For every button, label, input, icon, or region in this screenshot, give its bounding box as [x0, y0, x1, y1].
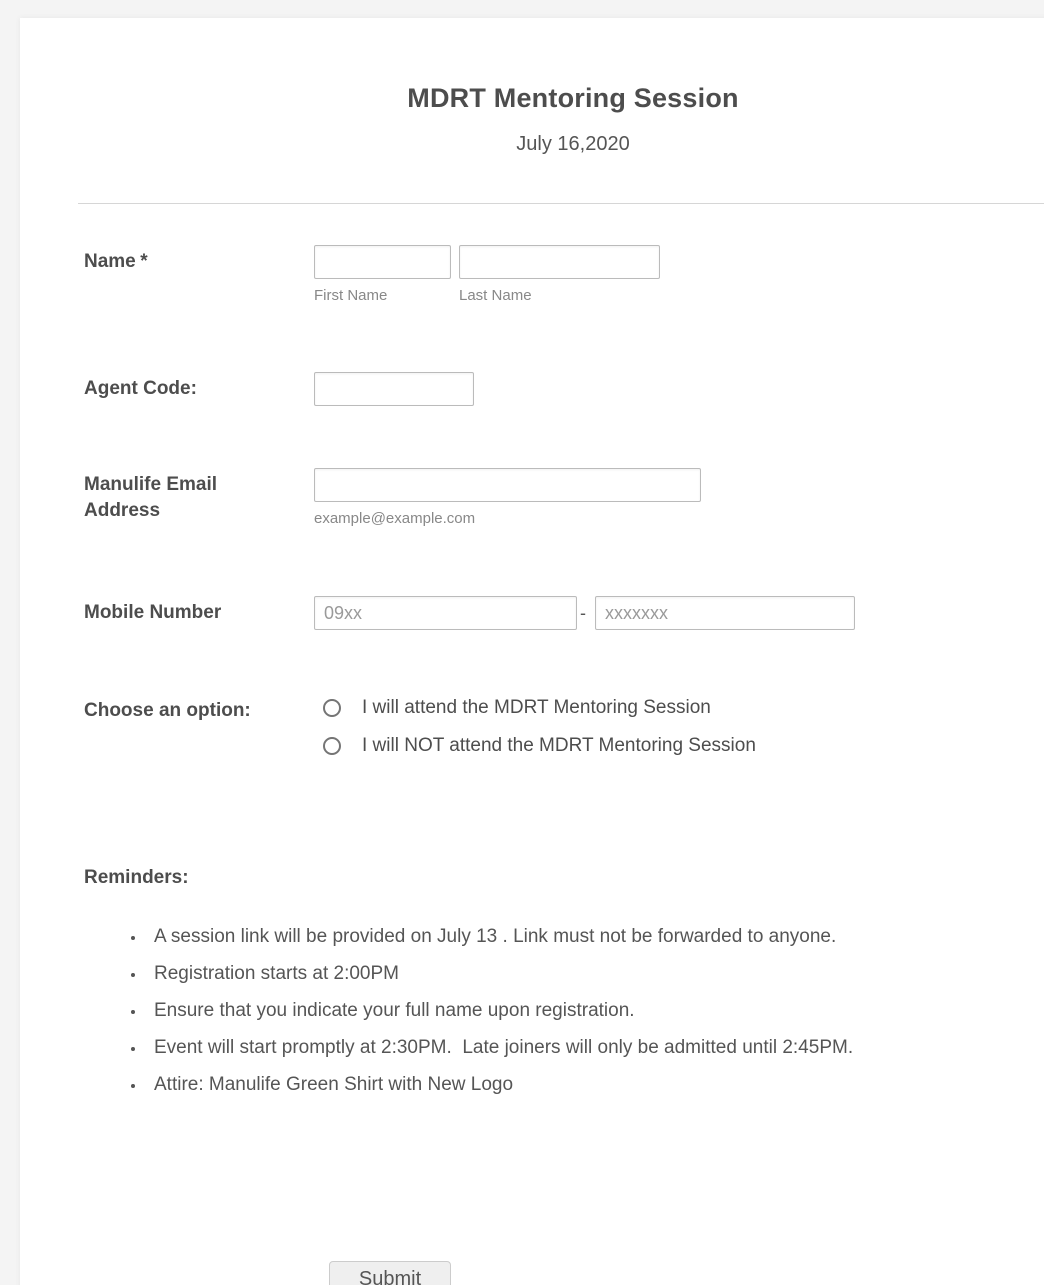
choice-label: Choose an option: [84, 700, 251, 721]
choice-option-attend[interactable] [314, 694, 756, 722]
name-label-column [78, 245, 314, 275]
attend-radio[interactable] [323, 699, 341, 717]
form-header [78, 82, 1044, 156]
agent-code-label-column [78, 372, 314, 402]
agent-code-field-column [314, 372, 474, 406]
not-attend-option-label[interactable]: I will NOT attend the MDRT Mentoring Session [362, 735, 756, 756]
choice-option-not-attend[interactable] [314, 732, 756, 760]
name-label: Name [84, 251, 136, 272]
last-name-sublabel: Last Name [459, 287, 532, 304]
attend-option-label[interactable]: I will attend the MDRT Mentoring Session [362, 697, 711, 718]
agent-code-label: Agent Code: [84, 378, 197, 399]
form-title: MDRT Mentoring Session [407, 83, 739, 113]
mobile-separator: - [580, 602, 586, 623]
field-row-agent-code [78, 372, 1044, 406]
name-required-asterisk: * [140, 251, 148, 272]
reminder-item: • Event will start promptly at 2:30PM. Late joiners will only be admitted until 2:45PM. [146, 1029, 1044, 1066]
first-name-sublabel: First Name [314, 287, 388, 304]
field-row-name [78, 245, 1044, 305]
email-field-column [314, 468, 709, 528]
email-sublabel: example@example.com [314, 510, 476, 527]
mobile-area-input[interactable] [314, 596, 577, 630]
email-input[interactable] [314, 468, 701, 502]
reminders-list [84, 918, 1044, 1103]
reminder-item: • Registration starts at 2:00PM [146, 955, 1044, 992]
choice-options-group [314, 694, 756, 770]
submit-row [78, 1261, 1044, 1285]
reminder-item: • A session link will be provided on July 13 . Link must not be forwarded to anyone. [146, 918, 1044, 955]
agent-code-input[interactable] [314, 372, 474, 406]
email-label-column [78, 468, 314, 524]
mobile-field-column [314, 596, 855, 630]
form-subtitle: July 16,2020 [516, 133, 630, 155]
field-row-choice [78, 694, 1044, 770]
not-attend-radio[interactable] [323, 737, 341, 755]
field-row-mobile [78, 596, 1044, 630]
reminder-item: • Attire: Manulife Green Shirt with New Logo [146, 1066, 1044, 1103]
mobile-number-input[interactable] [595, 596, 855, 630]
reminders-heading: Reminders: [84, 867, 189, 888]
choice-label-column [78, 694, 314, 724]
header-divider [78, 203, 1044, 204]
mobile-label: Mobile Number [84, 602, 222, 623]
reminder-item: • Ensure that you indicate your full name upon registration. [146, 992, 1044, 1029]
form-card [20, 18, 1044, 1285]
field-row-email [78, 468, 1044, 528]
mobile-label-column [78, 596, 314, 626]
submit-button[interactable]: Submit [329, 1261, 451, 1285]
reminders-section [78, 866, 1044, 1103]
email-subfield [314, 468, 701, 528]
first-name-subfield [314, 245, 451, 305]
last-name-input[interactable] [459, 245, 660, 279]
last-name-subfield [459, 245, 660, 305]
name-field-column [314, 245, 668, 305]
email-label: Manulife Email Address [84, 474, 218, 521]
first-name-input[interactable] [314, 245, 451, 279]
